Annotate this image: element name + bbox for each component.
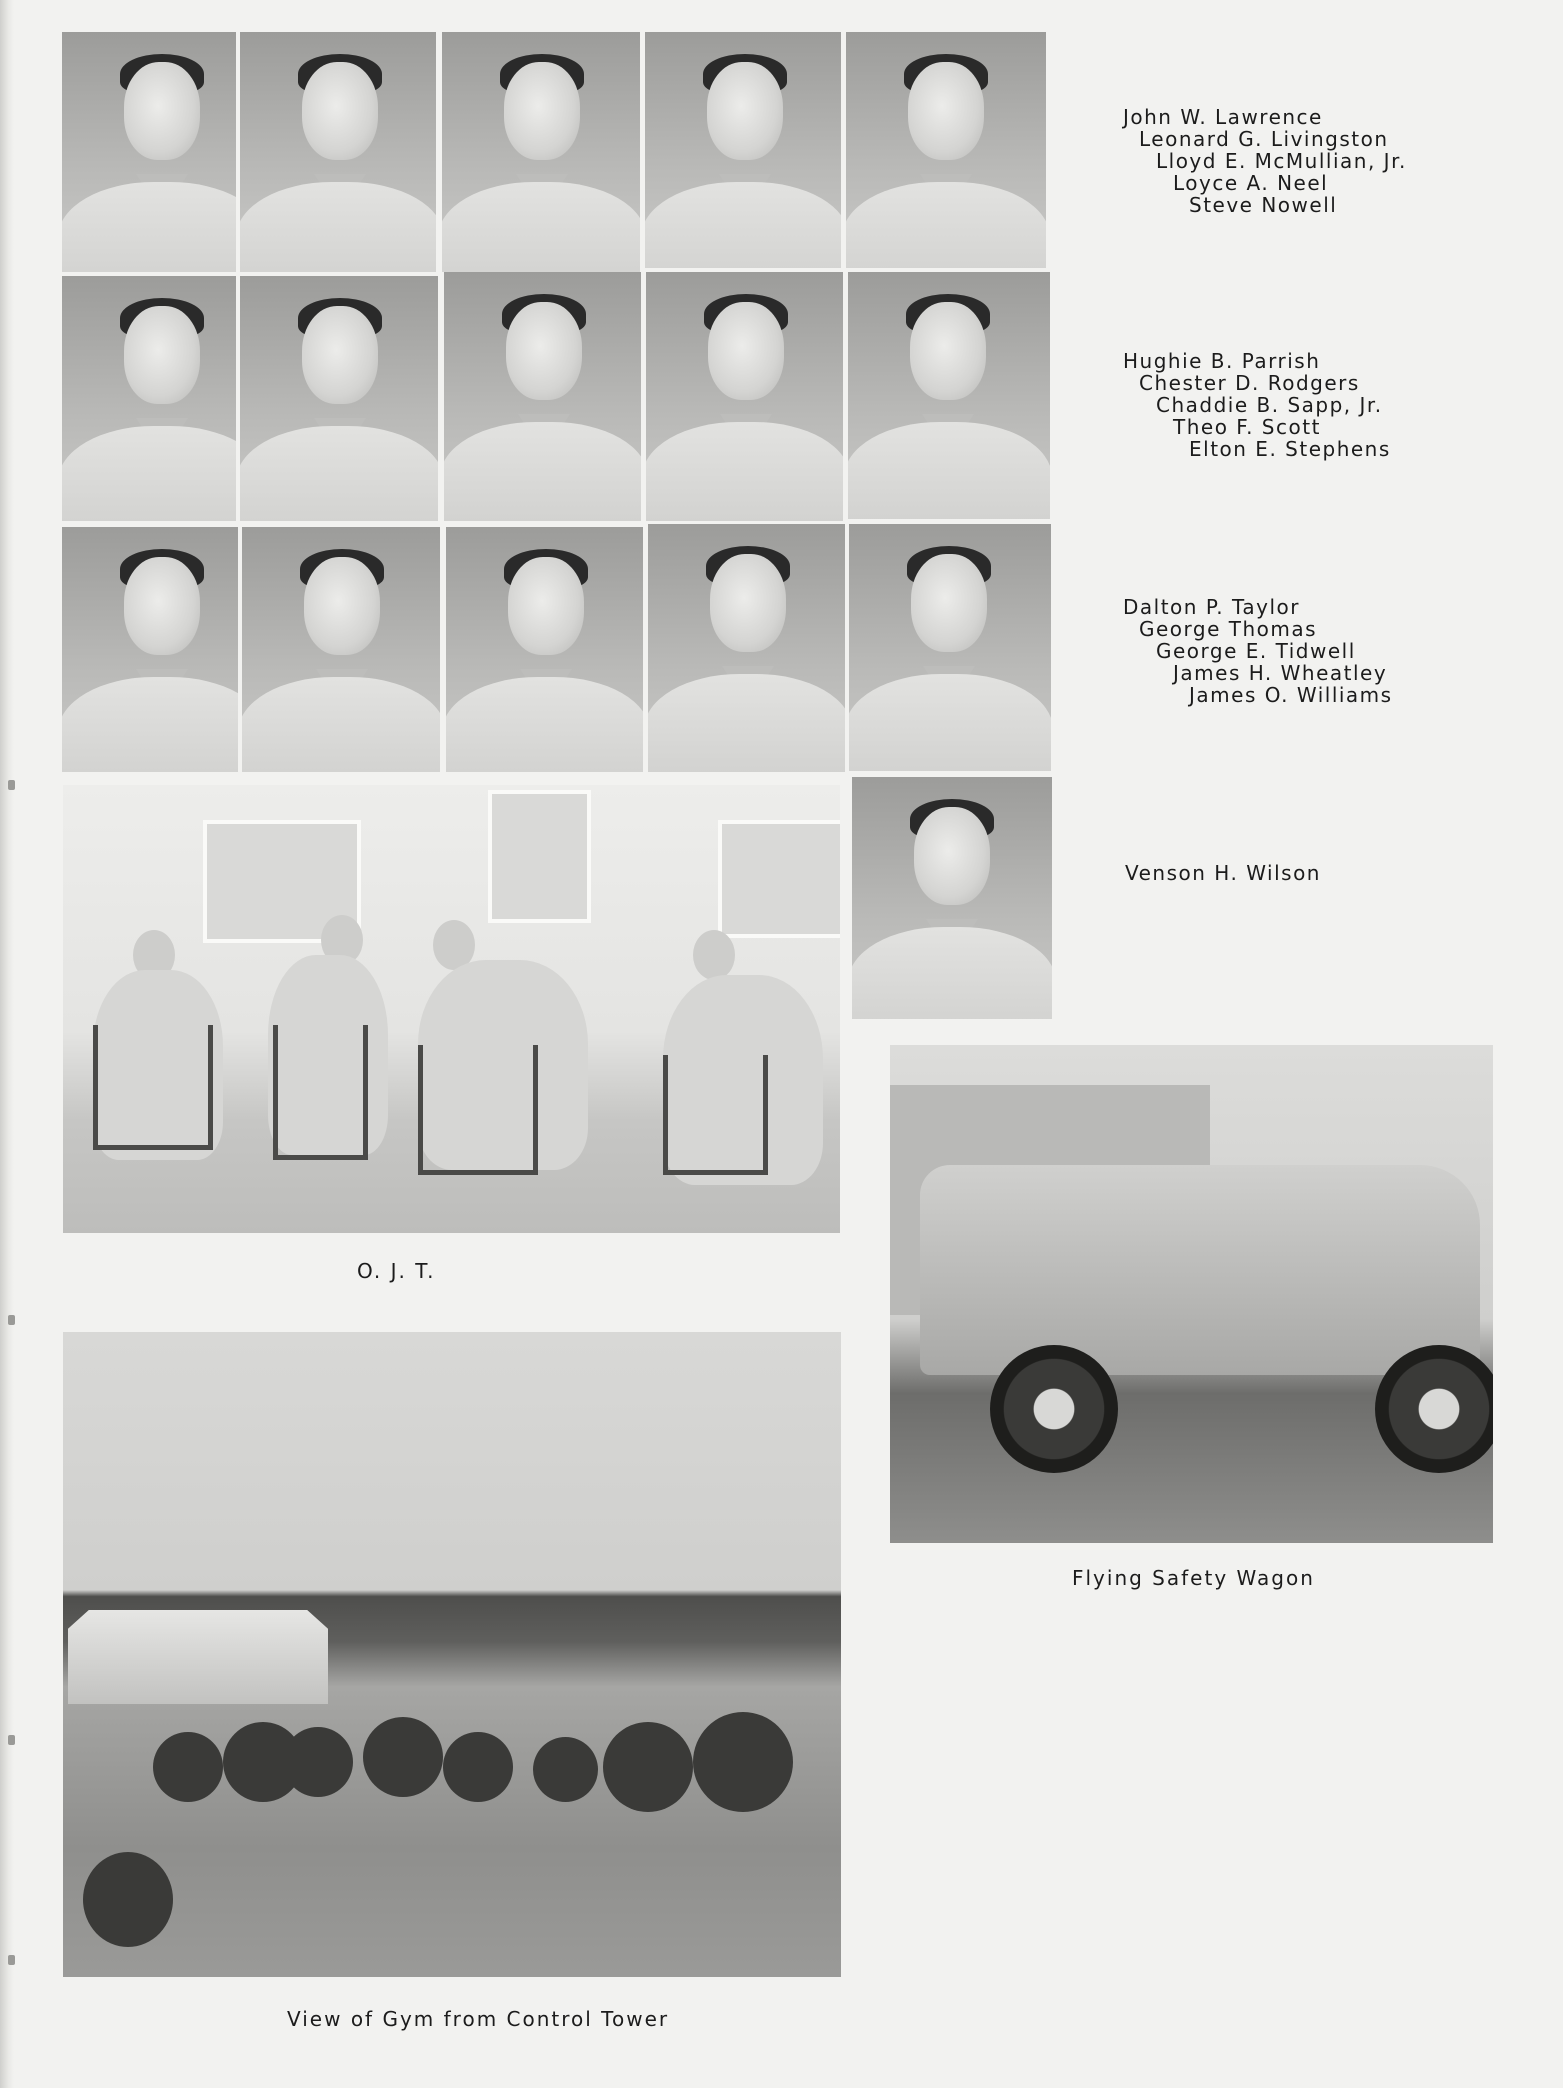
name-entry: John W. Lawrence	[1123, 105, 1323, 129]
name-entry: Venson H. Wilson	[1125, 861, 1321, 885]
portrait-photo	[646, 272, 843, 521]
name-list	[1125, 862, 1321, 884]
portrait-photo	[444, 272, 641, 521]
portrait-photo	[62, 276, 236, 521]
name-entry: Chaddie B. Sapp, Jr.	[1156, 393, 1383, 417]
name-entry: George E. Tidwell	[1156, 639, 1356, 663]
name-entry: Theo F. Scott	[1173, 415, 1321, 439]
ojt-photo	[63, 785, 840, 1233]
wagon-caption: Flying Safety Wagon	[1072, 1566, 1315, 1590]
portrait-photo	[846, 32, 1046, 268]
portrait-photo	[240, 32, 436, 272]
gym-view-photo	[63, 1332, 841, 1977]
name-entry: Loyce A. Neel	[1173, 171, 1329, 195]
portrait-photo	[446, 527, 643, 772]
binding-ring	[8, 1315, 15, 1325]
gym-caption: View of Gym from Control Tower	[287, 2007, 670, 2031]
ojt-caption: O. J. T.	[357, 1259, 436, 1283]
name-entry: Lloyd E. McMullian, Jr.	[1156, 149, 1407, 173]
name-entry: Hughie B. Parrish	[1123, 349, 1321, 373]
name-list	[1123, 106, 1407, 216]
portrait-photo	[848, 272, 1050, 519]
flying-safety-wagon-photo	[890, 1045, 1493, 1543]
portrait-photo	[62, 527, 238, 772]
binding-ring	[8, 780, 15, 790]
portrait-photo	[852, 777, 1052, 1019]
name-entry: Leonard G. Livingston	[1139, 127, 1389, 151]
binding-ring	[8, 1955, 15, 1965]
page-binding-edge	[0, 0, 14, 2088]
portrait-photo	[648, 524, 845, 772]
portrait-photo	[849, 524, 1051, 771]
name-entry: James O. Williams	[1189, 683, 1393, 707]
name-entry: Chester D. Rodgers	[1139, 371, 1360, 395]
portrait-photo	[242, 527, 440, 772]
portrait-photo	[645, 32, 841, 268]
name-entry: Elton E. Stephens	[1189, 437, 1391, 461]
binding-ring	[8, 1735, 15, 1745]
name-entry: George Thomas	[1139, 617, 1318, 641]
name-entry: Dalton P. Taylor	[1123, 595, 1300, 619]
portrait-photo	[240, 276, 438, 521]
name-entry: Steve Nowell	[1189, 193, 1338, 217]
portrait-photo	[62, 32, 236, 272]
portrait-photo	[442, 32, 640, 272]
name-entry: James H. Wheatley	[1173, 661, 1388, 685]
name-list	[1123, 596, 1393, 706]
name-list	[1123, 350, 1391, 460]
